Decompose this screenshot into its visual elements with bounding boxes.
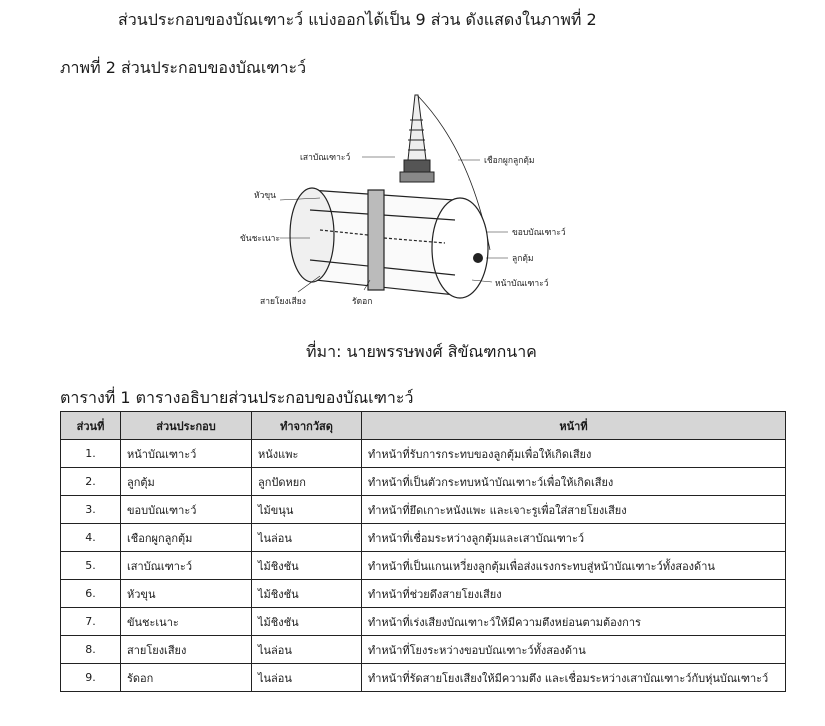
row-function: ทำหน้าที่โยงระหว่างขอบบัณเฑาะว์ทั้งสองด้าน [362, 636, 786, 664]
table-caption: ตารางที่ 1 ตารางอธิบายส่วนประกอบของบัณเฑาะว์ [60, 388, 414, 407]
row-material: ไนล่อน [252, 636, 362, 664]
table-row [61, 496, 786, 524]
label-pole: เสาบัณเฑาะว์ [300, 153, 351, 163]
row-num: 3. [61, 496, 121, 524]
row-part: เชือกผูกลูกตุ้ม [121, 524, 252, 552]
table-row [61, 636, 786, 664]
row-function: ทำหน้าที่เป็นตัวกระทบหน้าบัณเฑาะว์เพื่อให้เกิดเสียง [362, 468, 786, 496]
row-num: 8. [61, 636, 121, 664]
drum-bead [473, 253, 483, 263]
row-num: 5. [61, 552, 121, 580]
row-material: ไม้ขนุน [252, 496, 362, 524]
row-material: ไนล่อน [252, 664, 362, 692]
row-part: เสาบัณเฑาะว์ [121, 552, 252, 580]
figure-source: ที่มา: นายพรรษพงศ์ สิขัณฑกนาค [306, 342, 537, 361]
bandaw-drum-illustration [240, 90, 580, 318]
header-material: ทำจากวัสดุ [252, 412, 362, 440]
header-part: ส่วนประกอบ [121, 412, 252, 440]
table-row [61, 468, 786, 496]
parts-table [60, 411, 786, 692]
table-header-row [61, 412, 786, 440]
row-part: หัวขุน [121, 580, 252, 608]
row-part: ขันชะเนาะ [121, 608, 252, 636]
row-function: ทำหน้าที่รัดสายโยงเสียงให้มีความตึง และเชื่อมระหว่างเสาบัณเฑาะว์กับหุ่นบัณเฑาะว์ [362, 664, 786, 692]
row-material: ไนล่อน [252, 524, 362, 552]
label-rim: ขอบบัณเฑาะว์ [512, 228, 566, 238]
label-lacing: สายโยงเสียง [260, 297, 306, 307]
row-material: หนังแพะ [252, 440, 362, 468]
label-bead: ลูกตุ้ม [512, 254, 534, 264]
label-rat-ok: รัดอก [352, 297, 373, 307]
row-num: 2. [61, 468, 121, 496]
row-part: ขอบบัณเฑาะว์ [121, 496, 252, 524]
label-khan-chanao: ขันชะเนาะ [240, 234, 281, 244]
row-num: 6. [61, 580, 121, 608]
row-function: ทำหน้าที่รับการกระทบของลูกตุ้มเพื่อให้เกิดเสียง [362, 440, 786, 468]
label-face: หน้าบัณเฑาะว์ [495, 279, 549, 289]
row-num: 4. [61, 524, 121, 552]
row-function: ทำหน้าที่เชื่อมระหว่างลูกตุ้มและเสาบัณเฑาะว์ [362, 524, 786, 552]
row-part: ลูกตุ้ม [121, 468, 252, 496]
table-row [61, 524, 786, 552]
table-row [61, 440, 786, 468]
row-function: ทำหน้าที่เร่งเสียงบัณเฑาะว์ให้มีความตึงหย่อนตามต้องการ [362, 608, 786, 636]
header-num: ส่วนที่ [61, 412, 121, 440]
row-function: ทำหน้าที่ช่วยดึงสายโยงเสียง [362, 580, 786, 608]
row-material: ลูกปัดหยก [252, 468, 362, 496]
table-row [61, 608, 786, 636]
table-row [61, 580, 786, 608]
label-string: เชือกผูกลูกตุ้ม [484, 156, 535, 166]
row-function: ทำหน้าที่เป็นแกนเหวี่ยงลูกตุ้มเพื่อส่งแรงกระทบสู่หน้าบัณเฑาะว์ทั้งสองด้าน [362, 552, 786, 580]
row-part: รัดอก [121, 664, 252, 692]
table-row [61, 664, 786, 692]
row-part: หน้าบัณเฑาะว์ [121, 440, 252, 468]
row-material: ไม้ชิงชัน [252, 608, 362, 636]
row-material: ไม้ชิงชัน [252, 552, 362, 580]
label-hua-khun: หัวขุน [254, 191, 276, 201]
intro-text: ส่วนประกอบของบัณเฑาะว์ แบ่งออกได้เป็น 9 ส่วน ดังแสดงในภาพที่ 2 [118, 10, 597, 29]
row-function: ทำหน้าที่ยึดเกาะหนังแพะ และเจาะรูเพื่อใส่สายโยงเสียง [362, 496, 786, 524]
row-num: 9. [61, 664, 121, 692]
drum-body [290, 188, 488, 298]
row-num: 1. [61, 440, 121, 468]
row-num: 7. [61, 608, 121, 636]
figure-caption: ภาพที่ 2 ส่วนประกอบของบัณเฑาะว์ [60, 58, 307, 77]
table-row [61, 552, 786, 580]
row-material: ไม้ชิงชัน [252, 580, 362, 608]
header-function: หน้าที่ [362, 412, 786, 440]
row-part: สายโยงเสียง [121, 636, 252, 664]
